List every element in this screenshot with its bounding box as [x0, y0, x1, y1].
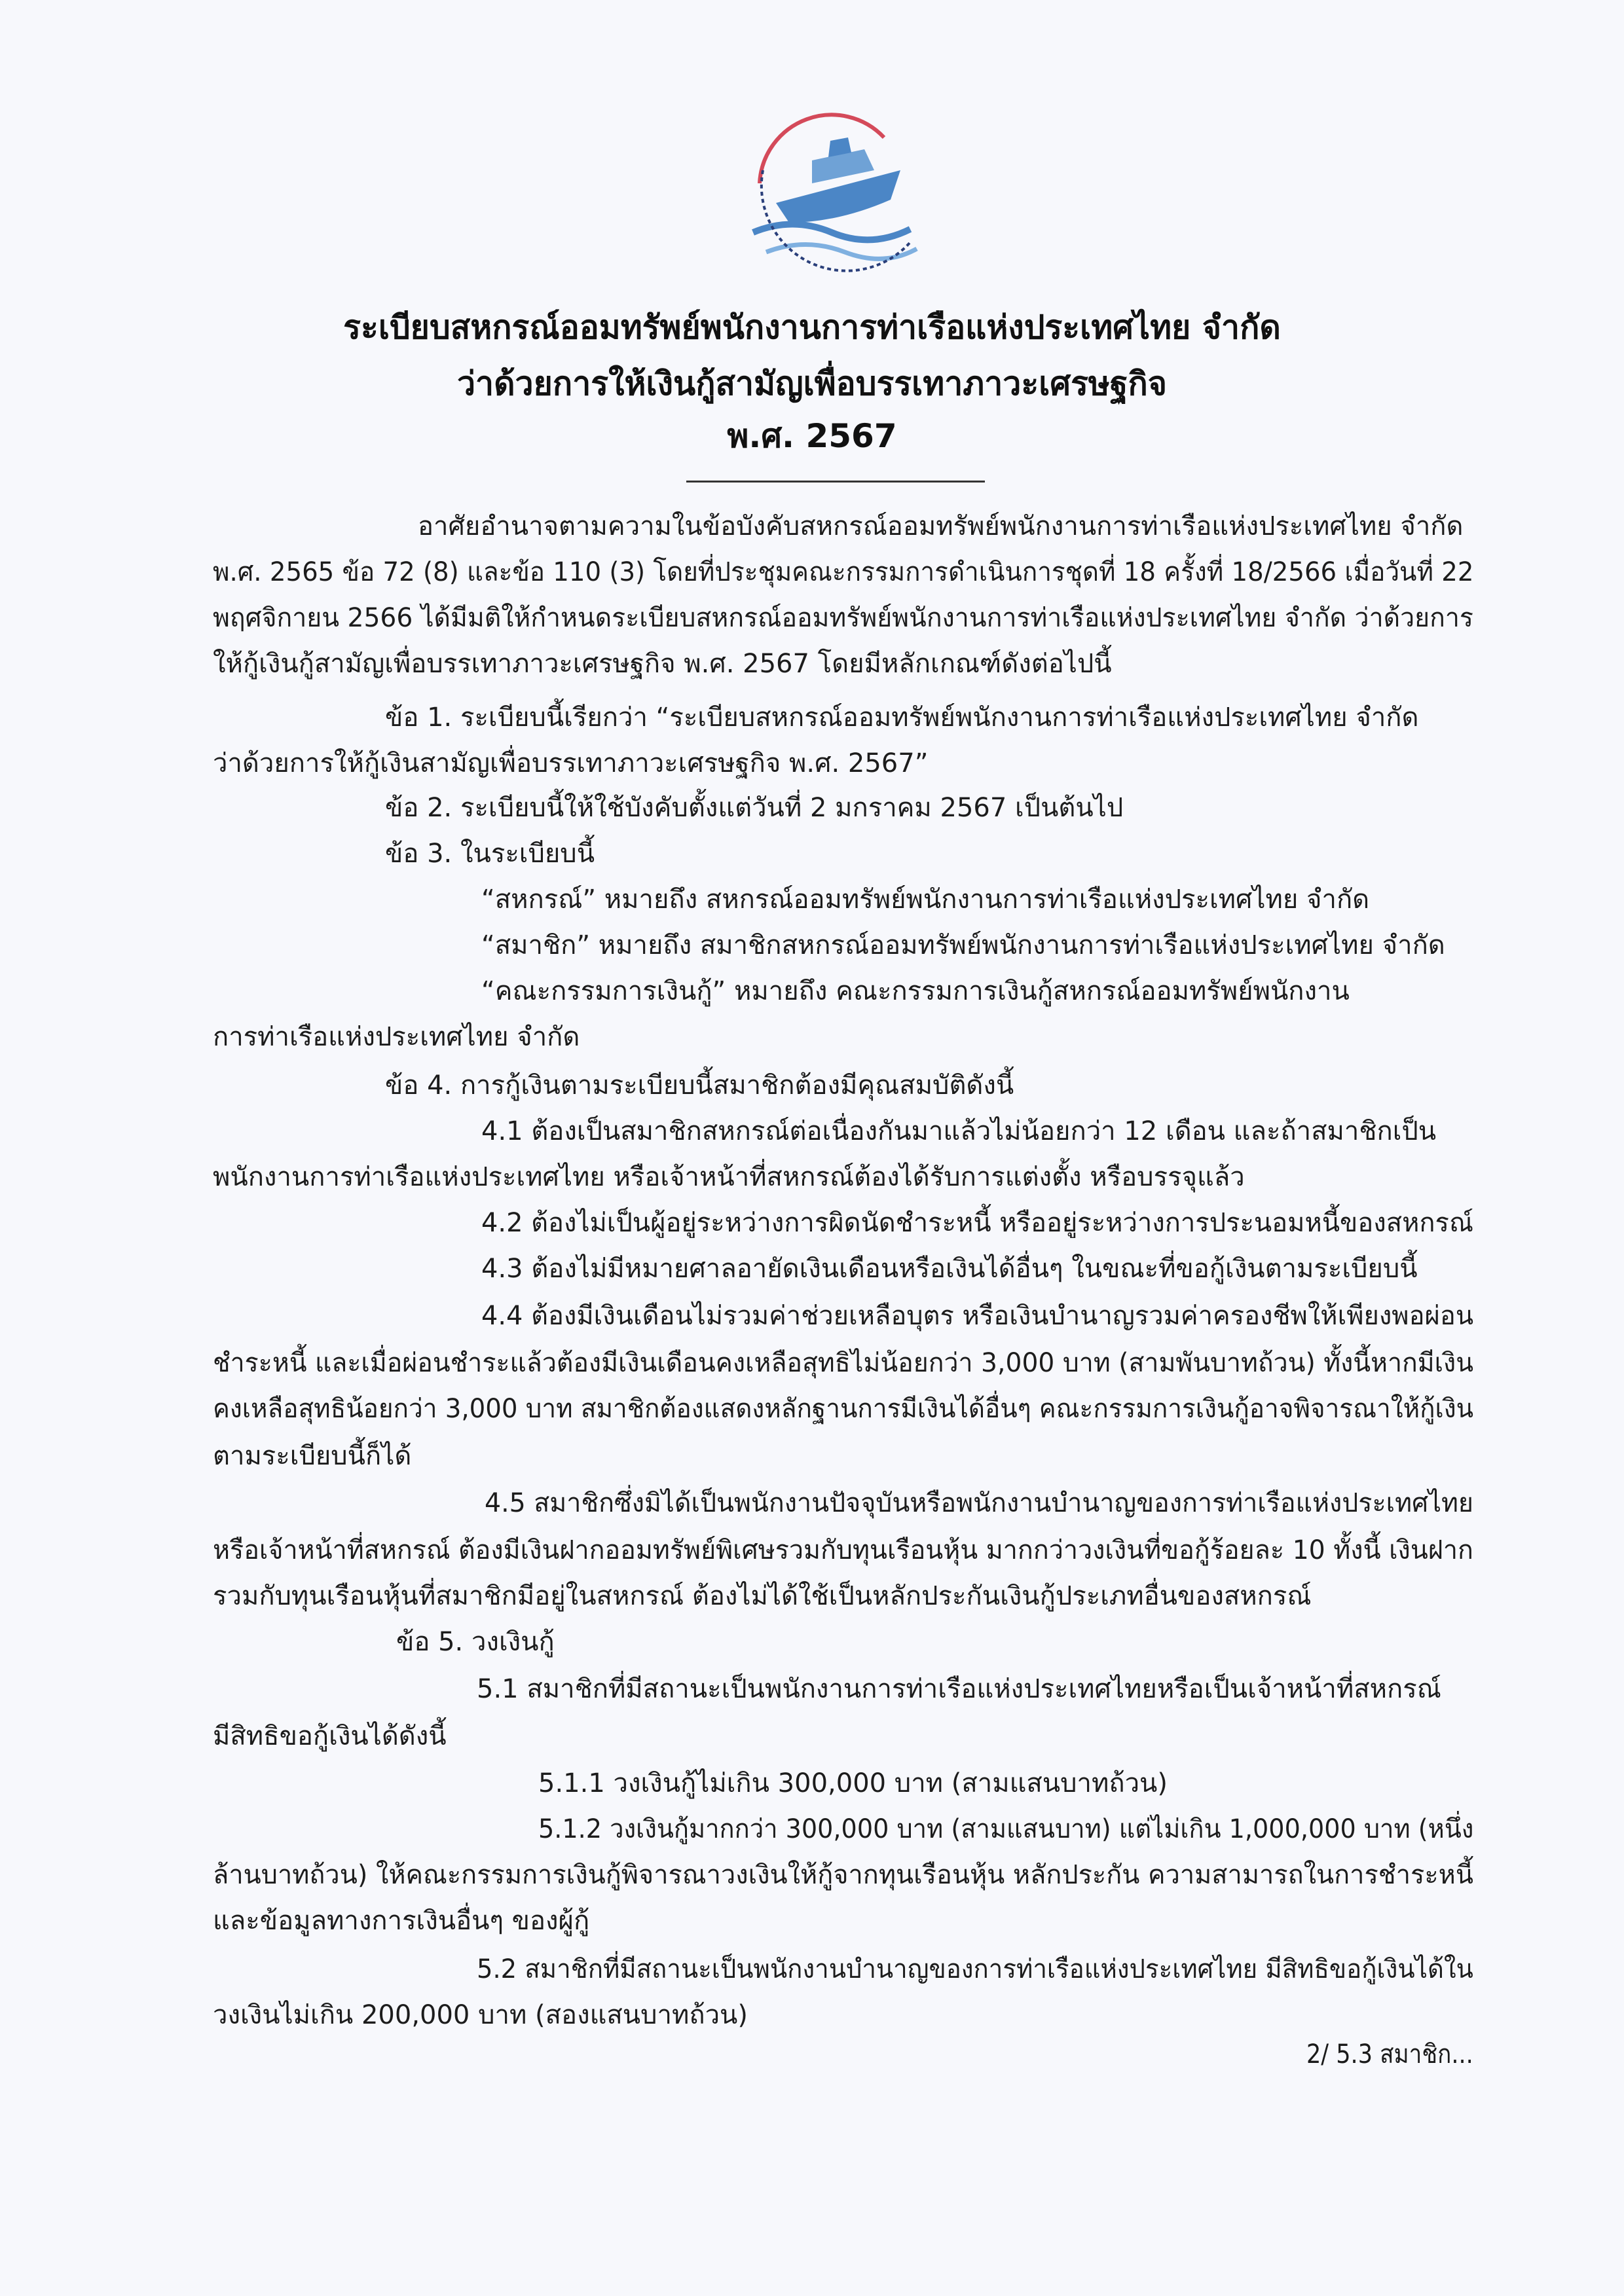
body-line: 4.1 ต้องเป็นสมาชิกสหกรณ์ต่อเนื่องกันมาแล้วไม่น้อยกว่า 12 เดือน และถ้าสมาชิกเป็น	[481, 1116, 1437, 1146]
body-line: ข้อ 1. ระเบียบนี้เรียกว่า “ระเบียบสหกรณ์ออมทรัพย์พนักงานการท่าเรือแห่งประเทศไทย จำกัด	[385, 702, 1419, 733]
body-line: “สมาชิก” หมายถึง สมาชิกสหกรณ์ออมทรัพย์พนักงานการท่าเรือแห่งประเทศไทย จำกัด	[481, 930, 1445, 960]
body-line: ข้อ 2. ระเบียบนี้ให้ใช้บังคับตั้งแต่วันที่ 2 มกราคม 2567 เป็นต้นไป	[385, 793, 1124, 823]
body-line: คงเหลือสุทธิน้อยกว่า 3,000 บาท สมาชิกต้องแสดงหลักฐานการมีเงินได้อื่นๆ คณะกรรมการเงินกู้อาจพิจารณาให้กู้เงิน	[213, 1394, 1474, 1424]
body-line: การท่าเรือแห่งประเทศไทย จำกัด	[213, 1022, 580, 1052]
title-line-2: ว่าด้วยการให้เงินกู้สามัญเพื่อบรรเทาภาวะเศรษฐกิจ	[456, 365, 1168, 403]
body-line: มีสิทธิขอกู้เงินได้ดังนี้	[213, 1721, 447, 1751]
body-line: 4.2 ต้องไม่เป็นผู้อยู่ระหว่างการผิดนัดชำระหนี้ หรืออยู่ระหว่างการประนอมหนี้ของสหกรณ์	[481, 1208, 1473, 1238]
body-line: พ.ศ. 2565 ข้อ 72 (8) และข้อ 110 (3) โดยที่ประชุมคณะกรรมการดำเนินการชุดที่ 18 ครั้งที่ 18/2566 เมื่อวันที่ 22	[213, 557, 1474, 587]
body-line: “สหกรณ์” หมายถึง สหกรณ์ออมทรัพย์พนักงานการท่าเรือแห่งประเทศไทย จำกัด	[481, 884, 1370, 915]
body-line: 5.1.1 วงเงินกู้ไม่เกิน 300,000 บาท (สามแสนบาทถ้วน)	[538, 1768, 1168, 1798]
body-line: ให้กู้เงินกู้สามัญเพื่อบรรเทาภาวะเศรษฐกิจ พ.ศ. 2567 โดยมีหลักเกณฑ์ดังต่อไปนี้	[213, 649, 1112, 679]
body-line: “คณะกรรมการเงินกู้” หมายถึง คณะกรรมการเงินกู้สหกรณ์ออมทรัพย์พนักงาน	[481, 976, 1350, 1006]
body-line: 4.4 ต้องมีเงินเดือนไม่รวมค่าช่วยเหลือบุตร หรือเงินบำนาญรวมค่าครองชีพให้เพียงพอผ่อน	[481, 1301, 1474, 1331]
body-line: ข้อ 4. การกู้เงินตามระเบียบนี้สมาชิกต้องมีคุณสมบัติดังนี้	[385, 1070, 1014, 1101]
page-continuation-note: 2/ 5.3 สมาชิก...	[1306, 2039, 1473, 2069]
body-line: 5.1.2 วงเงินกู้มากกว่า 300,000 บาท (สามแสนบาท) แต่ไม่เกิน 1,000,000 บาท (หนึ่ง	[538, 1814, 1474, 1844]
body-line: 4.3 ต้องไม่มีหมายศาลอายัดเงินเดือนหรือเงินได้อื่นๆ ในขณะที่ขอกู้เงินตามระเบียบนี้	[481, 1254, 1418, 1284]
title-divider	[686, 481, 985, 483]
body-line: พนักงานการท่าเรือแห่งประเทศไทย หรือเจ้าหน้าที่สหกรณ์ต้องได้รับการแต่งตั้ง หรือบรรจุแล้ว	[213, 1162, 1245, 1192]
body-line: วงเงินไม่เกิน 200,000 บาท (สองแสนบาทถ้วน)	[213, 2000, 748, 2030]
body-line: 4.5 สมาชิกซึ่งมิได้เป็นพนักงานปัจจุบันหรือพนักงานบำนาญของการท่าเรือแห่งประเทศไทย	[485, 1488, 1474, 1518]
title-line-1: ระเบียบสหกรณ์ออมทรัพย์พนักงานการท่าเรือแห่งประเทศไทย จำกัด	[343, 308, 1281, 346]
body-line: ว่าด้วยการให้กู้เงินสามัญเพื่อบรรเทาภาวะเศรษฐกิจ พ.ศ. 2567”	[213, 748, 929, 778]
body-line: พฤศจิกายน 2566 ได้มีมติให้กำหนดระเบียบสหกรณ์ออมทรัพย์พนักงานการท่าเรือแห่งประเทศไทย จำกัด ว่าด้วยการ	[213, 603, 1473, 633]
body-line: ล้านบาทถ้วน) ให้คณะกรรมการเงินกู้พิจารณาวงเงินให้กู้จากทุนเรือนหุ้น หลักประกัน ความสามารถในการชำระหนี้	[213, 1860, 1473, 1890]
body-line: ตามระเบียบนี้ก็ได้	[213, 1441, 412, 1471]
body-line: ข้อ 3. ในระเบียบนี้	[385, 839, 595, 869]
body-line: ชำระหนี้ และเมื่อผ่อนชำระแล้วต้องมีเงินเดือนคงเหลือสุทธิไม่น้อยกว่า 3,000 บาท (สามพันบาทถ้วน) ทั้งนี้หากมีเงิน	[213, 1348, 1474, 1378]
body-line: รวมกับทุนเรือนหุ้นที่สมาชิกมีอยู่ในสหกรณ์ ต้องไม่ได้ใช้เป็นหลักประกันเงินกู้ประเภทอื่นของสหกรณ์	[213, 1581, 1312, 1611]
cooperative-logo-icon	[714, 92, 963, 301]
body-line: อาศัยอำนาจตามความในข้อบังคับสหกรณ์ออมทรัพย์พนักงานการท่าเรือแห่งประเทศไทย จำกัด	[418, 511, 1464, 541]
body-line: 5.1 สมาชิกที่มีสถานะเป็นพนักงานการท่าเรือแห่งประเทศไทยหรือเป็นเจ้าหน้าที่สหกรณ์	[477, 1674, 1441, 1704]
body-line: หรือเจ้าหน้าที่สหกรณ์ ต้องมีเงินฝากออมทรัพย์พิเศษรวมกับทุนเรือนหุ้น มากกว่าวงเงินที่ขอกู้ร้อยละ 10 ทั้งนี้ เงินฝาก	[213, 1535, 1473, 1565]
title-line-3: พ.ศ. 2567	[727, 417, 897, 455]
body-line: ข้อ 5. วงเงินกู้	[396, 1627, 555, 1657]
body-line: 5.2 สมาชิกที่มีสถานะเป็นพนักงานบำนาญของการท่าเรือแห่งประเทศไทย มีสิทธิขอกู้เงินได้ใน	[477, 1954, 1473, 1984]
body-line: และข้อมูลทางการเงินอื่นๆ ของผู้กู้	[213, 1906, 590, 1936]
